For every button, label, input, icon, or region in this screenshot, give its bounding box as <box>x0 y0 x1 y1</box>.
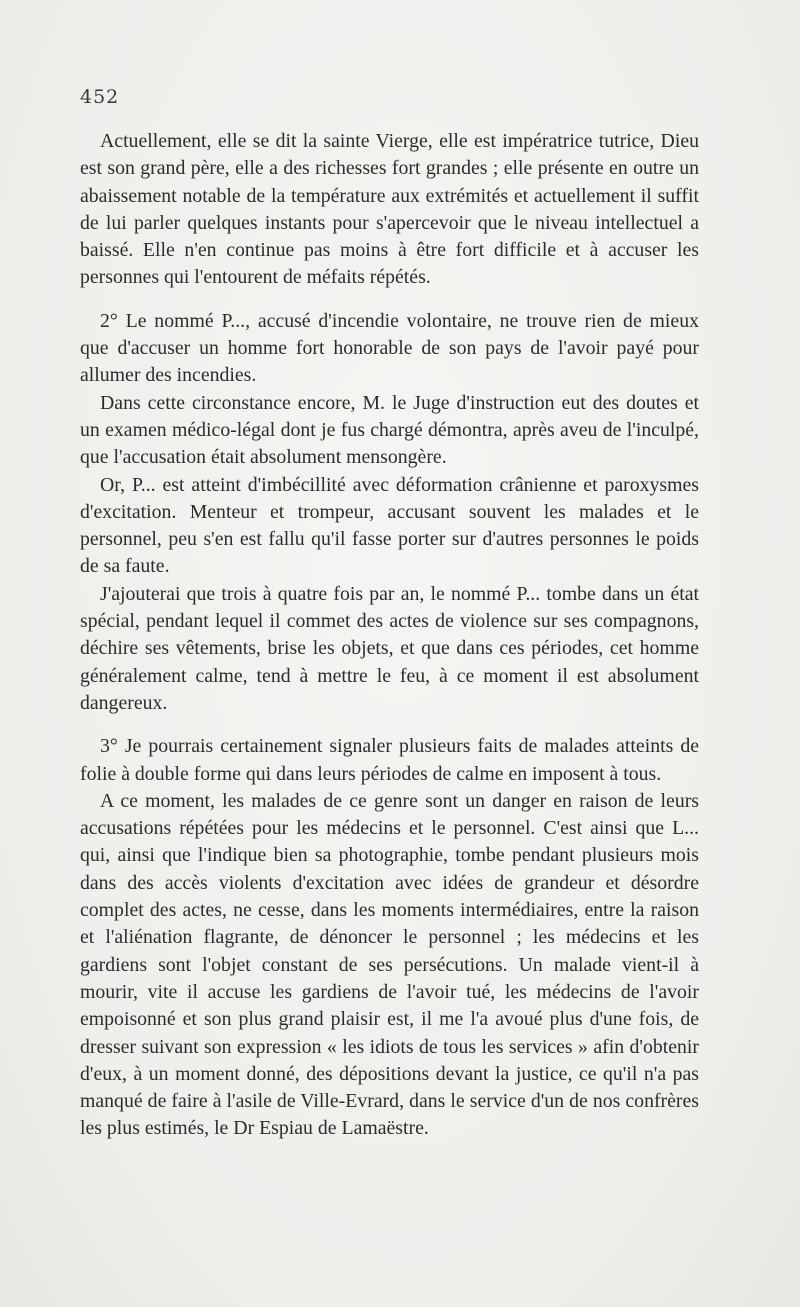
paragraph: Or, P... est atteint d'imbécillité avec déformation crânienne et paroxysmes d'excitation. Menteur et trompeur, accusant souvent les malades et le personnel, peu s'en est fallu qu'il fasse porter sur d'autres personnes le poids de sa faute. <box>80 473 699 578</box>
paragraph: J'ajouterai que trois à quatre fois par an, le nommé P... tombe dans un état spécial, pendant lequel il commet des actes de violence sur ses compagnons, déchire ses vêtements, brise les objets, et que dans ces périodes, cet homme généralement calme, tend à mettre le feu, à ce moment il est absolument dangereux. <box>80 582 699 714</box>
paragraph: Actuellement, elle se dit la sainte Vierge, elle est impératrice tutrice, Dieu est son grand père, elle a des richesses fort grandes ; elle présente en outre un abaissement notable de la température aux extrémités et actuellement il suffit de lui parler quelques instants pour s'apercevoir que le niveau intellectuel a baissé. Elle n'en continue pas moins à être fort difficile et à accuser les personnes qui l'entourent de méfaits répétés. <box>80 130 699 289</box>
paragraph: 3° Je pourrais certainement signaler plusieurs faits de malades atteints de folie à double forme qui dans leurs périodes de calme en imposent à tous. <box>80 735 699 785</box>
body-text <box>80 128 699 1143</box>
paragraph: A ce moment, les malades de ce genre sont un danger en raison de leurs accusations répétées pour les médecins et le personnel. C'est ainsi que L... qui, ainsi que l'indique bien sa photographie, tombe pendant plusieurs mois dans des accès violents d'excitation avec idées de grandeur et désordre complet des actes, ne cesse, dans les moments intermédiaires, entre la raison et l'aliénation flagrante, de dénoncer le personnel ; les médecins et les gardiens sont l'objet constant de ses persécutions. Un malade vient-il à mourir, vite il accuse les gardiens de l'avoir tué, les médecins de l'avoir empoisonné et son plus grand plaisir est, il me l'a avoué plus d'une fois, de dresser suivant son expression « les idiots de tous les services » afin d'obtenir d'eux, à un moment donné, des dépositions devant la justice, ce qu'il n'a pas manqué de faire à l'asile de Ville-Evrard, dans le service d'un de nos confrères les plus estimés, le Dr Espiau de Lamaëstre. <box>80 789 699 1140</box>
page-number: 452 <box>80 86 120 108</box>
paragraph: Dans cette circonstance encore, M. le Juge d'instruction eut des doutes et un examen médico-légal dont je fus chargé démontra, après aveu de l'inculpé, que l'accusation était absolument mensongère. <box>80 391 699 469</box>
paragraph: 2° Le nommé P..., accusé d'incendie volontaire, ne trouve rien de mieux que d'accuser un homme fort honorable de son pays de l'avoir payé pour allumer des incendies. <box>80 309 699 387</box>
